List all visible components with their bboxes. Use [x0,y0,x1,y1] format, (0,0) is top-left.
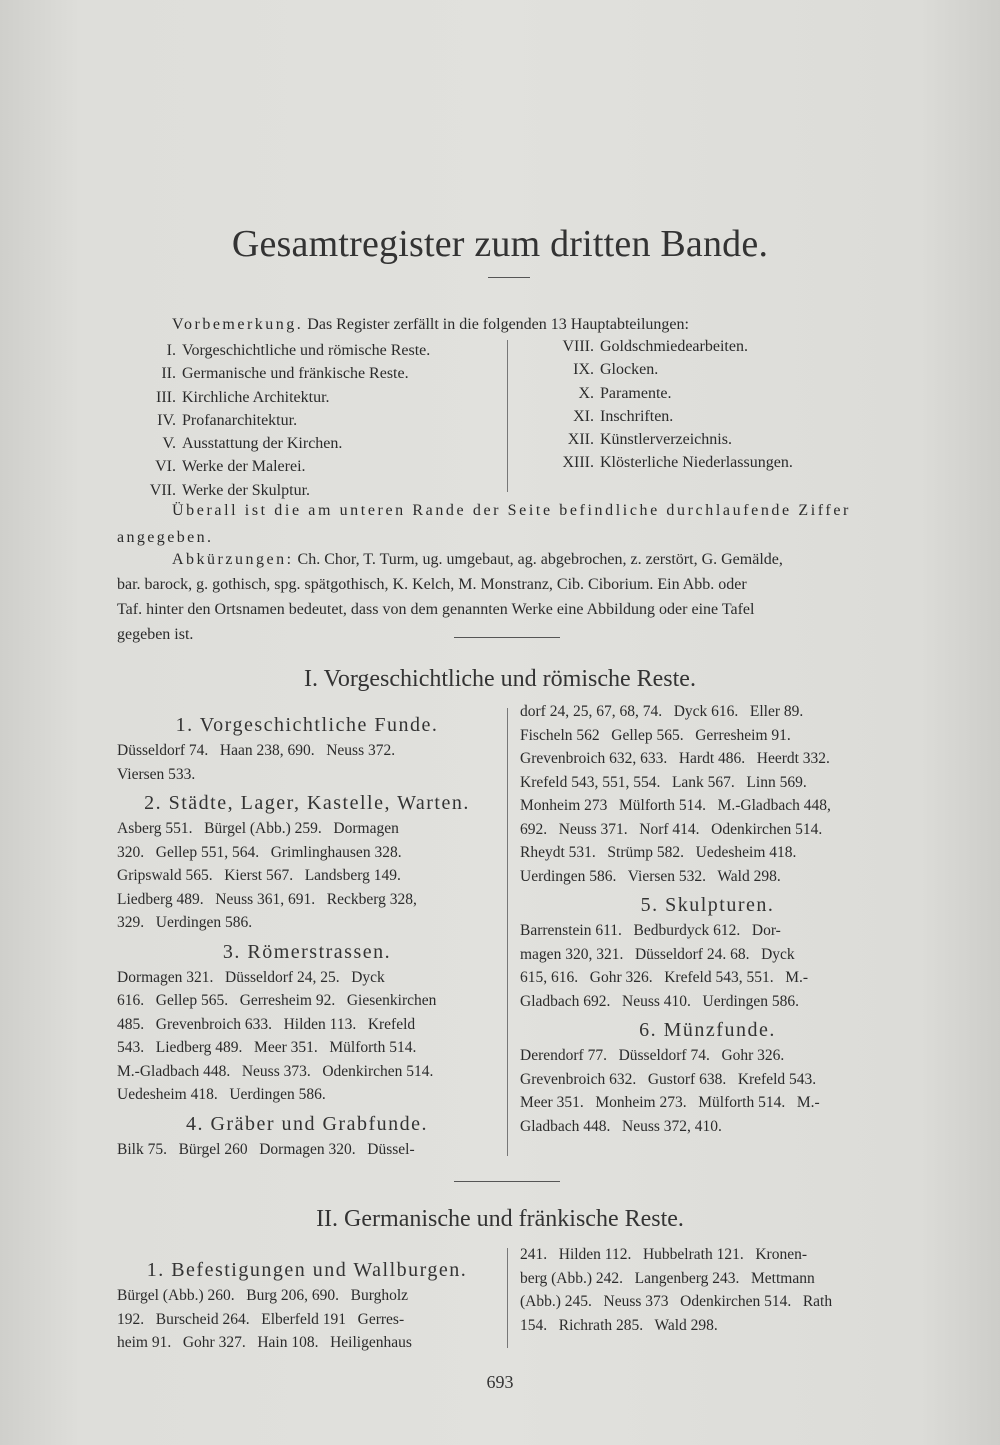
division-label: Ausstattung der Kirchen. [182,435,343,453]
abk-line-1 [172,549,783,571]
division-numeral: XIII. [562,454,594,472]
division-list-right [548,336,793,476]
abk-line-4: gegeben ist. [117,626,194,643]
subsection-heading: 6. Münzfunde. [639,1019,776,1041]
section-1-end-rule [454,1181,560,1182]
section-1-left-column [117,708,497,1161]
division-numeral: IV. [157,411,176,429]
abk-line-2: bar. barock, g. gothisch, spg. spätgothisch, K. Kelch, M. Monstranz, Cib. Ciborium. Ein Abb. oder [117,576,747,593]
index-entry-line: Derendorf 77. Düsseldorf 74. Gohr 326. [520,1047,785,1064]
division-label: Werke der Malerei. [182,458,306,476]
subsection-heading: 3. Römerstrassen. [222,940,392,963]
index-entry-line: 615, 616. Gohr 326. Krefeld 543, 551. M.- [520,969,809,986]
index-entry-line: Viersen 533. [117,765,196,783]
division-label: Glocken. [600,361,659,379]
intro-lead-label: Vorbemerkung. [172,316,304,333]
division-list-divider [507,340,508,492]
index-entry-line: 320. Gellep 551, 564. Grimlinghausen 328. [117,843,402,861]
index-entry-line: Monheim 273 Mülforth 514. M.-Gladbach 448, [520,797,831,814]
index-entry-line: Dormagen 321. Düsseldorf 24, 25. Dyck [117,968,385,986]
division-label: Künstlerverzeichnis. [600,431,732,449]
subsection-heading: 1. Befestigungen und Wallburgen. [146,1259,468,1281]
page-title: Gesamtregister zum dritten Bande. [231,223,769,265]
division-list-item [548,406,793,429]
index-entry-line: Bilk 75. Bürgel 260 Dormagen 320. Düssel- [117,1140,415,1158]
division-numeral: XI. [573,407,594,425]
section-2-divider [507,1248,508,1348]
index-entry-line: Gladbach 692. Neuss 410. Uerdingen 586. [520,992,799,1010]
division-label: Vorgeschichtliche und römische Reste. [182,342,431,359]
division-label: Werke der Skulptur. [182,481,311,499]
index-entry-line: Fischeln 562 Gellep 565. Gerresheim 91. [520,726,791,744]
division-list-item [548,452,793,475]
division-list-item [548,429,793,452]
division-numeral: IX. [573,361,594,379]
title-rule [488,277,530,278]
index-entry-line: Krefeld 543, 551, 554. Lank 567. Linn 569. [520,773,807,791]
division-numeral: VI. [155,458,176,476]
intro-lead [172,314,689,336]
section-1-heading: I. Vorgeschichtliche und römische Reste. [304,666,696,692]
index-entry-line: Gladbach 448. Neuss 372, 410. [520,1117,722,1135]
intro-lead-text: Das Register zerfällt in die folgenden 13 Hauptabteilungen: [307,316,689,333]
index-entry-line: dorf 24, 25, 67, 68, 74. Dyck 616. Eller 89. [520,703,804,720]
division-label: Goldschmiedearbeiten. [600,338,748,355]
index-entry-line: heim 91. Gohr 327. Hain 108. Heiligenhaus [117,1334,412,1351]
ueberall-line-2: angegeben. [117,529,214,546]
division-numeral: VIII. [562,338,594,355]
index-entry-line: M.-Gladbach 448. Neuss 373. Odenkirchen 514. [117,1062,434,1080]
index-entry-line: magen 320, 321. Düsseldorf 24. 68. Dyck [520,945,795,963]
division-list-item [128,456,430,479]
index-entry-line: 485. Grevenbroich 633. Hilden 113. Krefeld [117,1015,416,1033]
index-entry-line: Grevenbroich 632. Gustorf 638. Krefeld 543. [520,1070,817,1088]
section-2-right-column [520,1243,895,1337]
subsection-heading: 2. Städte, Lager, Kastelle, Warten. [144,792,470,814]
division-list-item [548,359,793,382]
division-list-item [548,383,793,406]
index-entry-line: Gripswald 565. Kierst 567. Landsberg 149. [117,867,401,884]
index-entry-line: Rheydt 531. Strümp 582. Uedesheim 418. [520,844,797,861]
index-entry-line: 241. Hilden 112. Hubbelrath 121. Kronen- [520,1246,807,1263]
abk-line-3: Taf. hinter den Ortsnamen bedeutet, dass von dem genannten Werke eine Abbildung oder eine Tafel [117,601,755,618]
division-numeral: III. [156,388,176,406]
index-entry-line: Bürgel (Abb.) 260. Burg 206, 690. Burgholz [117,1287,409,1304]
index-entry-line: Grevenbroich 632, 633. Hardt 486. Heerdt 332. [520,750,830,767]
division-label: Klösterliche Niederlassungen. [600,454,793,472]
index-entry-line: 692. Neuss 371. Norf 414. Odenkirchen 514. [520,820,823,838]
division-label: Paramente. [600,384,672,402]
division-label: Kirchliche Architektur. [182,388,330,406]
division-list-left [128,340,430,503]
index-entry-line: 329. Uerdingen 586. [117,914,253,931]
intro-end-rule [454,637,560,638]
division-label: Profanarchitektur. [182,411,298,429]
subsection-heading: 4. Gräber und Grabfunde. [185,1112,429,1135]
index-entry-line: berg (Abb.) 242. Langenberg 243. Mettmann [520,1269,815,1287]
division-label: Germanische und fränkische Reste. [182,365,409,383]
index-entry-line: 616. Gellep 565. Gerresheim 92. Giesenkirchen [117,992,437,1009]
division-list-item [128,433,430,456]
ueberall-line-1: Überall ist die am unteren Rande der Seite befindliche durchlaufende Ziffer [172,502,851,519]
index-entry-line: Düsseldorf 74. Haan 238, 690. Neuss 372. [117,742,396,759]
abk-label: Abkürzungen: [172,551,294,568]
page-number: 693 [486,1372,514,1392]
section-1-divider [507,708,508,1156]
section-1-right-column [520,700,895,1138]
index-entry-line: Barrenstein 611. Bedburdyck 612. Dor- [520,922,781,939]
division-list-item [128,410,430,433]
division-numeral: XII. [567,431,594,449]
section-2-heading: II. Germanische und fränkische Reste. [316,1206,684,1232]
subsection-heading: 5. Skulpturen. [640,894,775,916]
index-entry-line: Asberg 551. Bürgel (Abb.) 259. Dormagen [117,820,399,837]
index-entry-line: (Abb.) 245. Neuss 373 Odenkirchen 514. Rath [520,1293,833,1310]
index-entry-line: Liedberg 489. Neuss 361, 691. Reckberg 328, [117,890,417,908]
division-numeral: X. [578,384,594,402]
division-list-item [128,387,430,410]
division-list-item [128,363,430,386]
division-list-item [548,336,793,359]
index-entry-line: 154. Richrath 285. Wald 298. [520,1316,718,1334]
index-entry-line: Meer 351. Monheim 273. Mülforth 514. M.- [520,1094,820,1111]
index-entry-line: 192. Burscheid 264. Elberfeld 191 Gerres- [117,1310,405,1328]
index-entry-line: 543. Liedberg 489. Meer 351. Mülforth 514. [117,1039,417,1056]
division-numeral: I. [166,342,176,359]
division-list-item [128,340,430,363]
division-numeral: V. [162,435,176,453]
index-entry-line: Uerdingen 586. Viersen 532. Wald 298. [520,867,781,885]
abk-text-1: Ch. Chor, T. Turm, ug. umgebaut, ag. abgebrochen, z. zerstört, G. Gemälde, [297,551,783,568]
subsection-heading: 1. Vorgeschichtliche Funde. [175,714,439,736]
division-label: Inschriften. [600,407,674,425]
index-entry-line: Uedesheim 418. Uerdingen 586. [117,1086,326,1103]
division-numeral: II. [161,365,176,383]
section-2-left-column [117,1253,497,1355]
division-numeral: VII. [149,481,176,499]
